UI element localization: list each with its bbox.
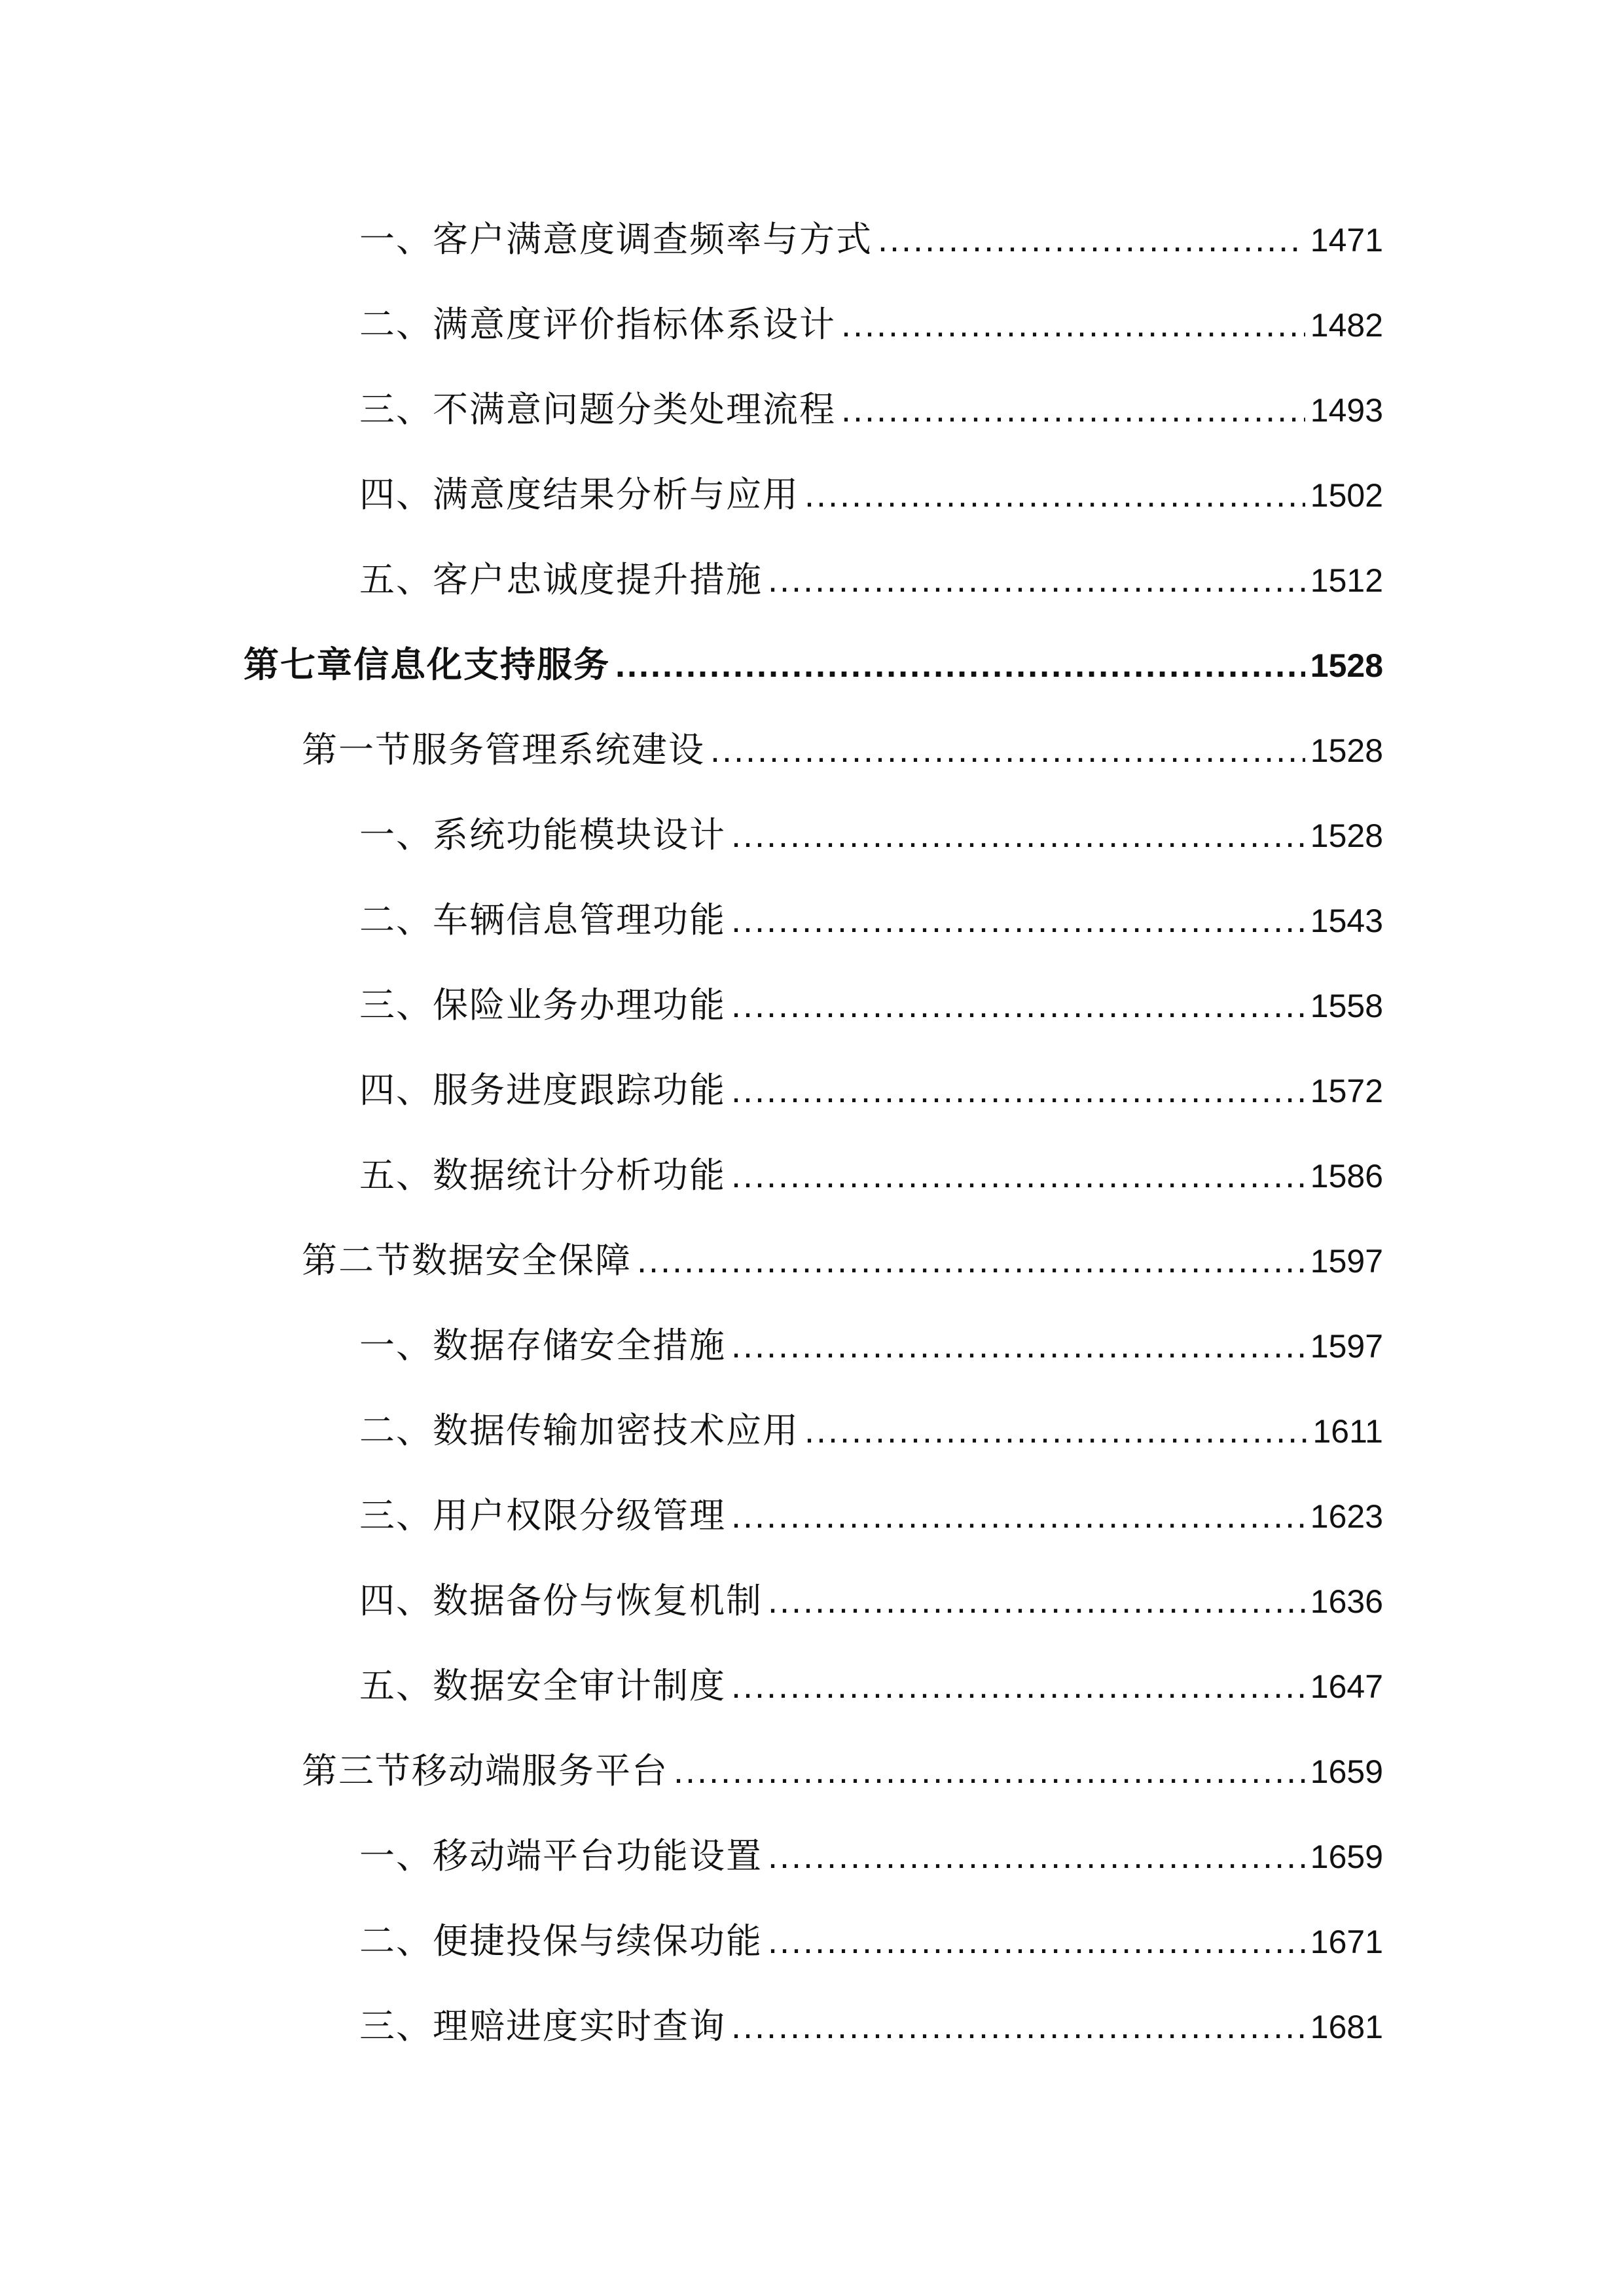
- toc-section-entry[interactable]: [302, 721, 1383, 780]
- toc-entry[interactable]: [359, 1401, 1383, 1460]
- toc-entry-page: 1671: [1310, 1924, 1383, 1960]
- dot-leader: [878, 210, 1305, 269]
- toc-entry-page: 1482: [1310, 307, 1383, 344]
- toc-entry-page: 1623: [1310, 1498, 1383, 1535]
- toc-entry-page: 1558: [1310, 988, 1383, 1024]
- toc-entry-page: 1681: [1310, 2009, 1383, 2045]
- dot-leader: [731, 1146, 1305, 1205]
- toc-entry[interactable]: [359, 550, 1383, 609]
- toc-entry-title: 五、客户忠诚度提升措施: [359, 559, 763, 600]
- dot-leader: [731, 1316, 1305, 1375]
- toc-entry-title: 第二节数据安全保障: [302, 1240, 632, 1281]
- toc-entry[interactable]: [359, 380, 1383, 439]
- toc-entry-page: 1502: [1310, 477, 1383, 514]
- toc-entry-page: 1528: [1310, 817, 1383, 854]
- toc-entry-page: 1528: [1310, 647, 1383, 684]
- dot-leader: [731, 806, 1305, 865]
- toc-section-entry[interactable]: [302, 1742, 1383, 1801]
- toc-entry[interactable]: [359, 1146, 1383, 1205]
- toc-entry[interactable]: [359, 1571, 1383, 1630]
- toc-entry[interactable]: [359, 295, 1383, 354]
- toc-entry-title: 一、客户满意度调查频率与方式: [359, 219, 873, 260]
- toc-entry[interactable]: [359, 1827, 1383, 1886]
- dot-leader: [731, 1486, 1305, 1545]
- toc-entry-title: 三、不满意问题分类处理流程: [359, 389, 836, 430]
- toc-entry-page: 1543: [1310, 903, 1383, 939]
- dot-leader: [804, 1401, 1307, 1460]
- toc-entry-title: 三、保险业务办理功能: [359, 984, 726, 1026]
- dot-leader: [637, 1231, 1305, 1290]
- toc-entry-title: 三、理赔进度实时查询: [359, 2005, 726, 2047]
- dot-leader: [731, 1061, 1305, 1120]
- toc-entry-title: 二、车辆信息管理功能: [359, 899, 726, 941]
- toc-entry-title: 四、满意度结果分析与应用: [359, 474, 799, 515]
- toc-entry-title: 一、数据存储安全措施: [359, 1325, 726, 1366]
- dot-leader: [731, 1657, 1305, 1715]
- toc-entry-title: 一、系统功能模块设计: [359, 814, 726, 855]
- toc-entry-page: 1493: [1310, 392, 1383, 429]
- dot-leader: [841, 295, 1305, 354]
- toc-chapter-entry[interactable]: [244, 636, 1383, 694]
- toc-entry-page: 1636: [1310, 1583, 1383, 1620]
- toc-entry[interactable]: [359, 1486, 1383, 1545]
- toc-entry[interactable]: [359, 891, 1383, 950]
- toc-entry[interactable]: [359, 465, 1383, 524]
- toc-entry-title: 三、用户权限分级管理: [359, 1495, 726, 1536]
- toc-entry-page: 1597: [1310, 1243, 1383, 1280]
- toc-entry-page: 1659: [1310, 1753, 1383, 1790]
- dot-leader: [841, 380, 1305, 439]
- toc-entry-page: 1471: [1310, 222, 1383, 259]
- toc-entry-title: 四、数据备份与恢复机制: [359, 1580, 763, 1621]
- toc-entry-title: 二、便捷投保与续保功能: [359, 1920, 763, 1962]
- dot-leader: [731, 976, 1305, 1035]
- toc-section-entry[interactable]: [302, 1231, 1383, 1290]
- toc-entry-page: 1512: [1310, 562, 1383, 599]
- toc-entry[interactable]: [359, 1912, 1383, 1971]
- toc-entry[interactable]: [359, 1657, 1383, 1715]
- toc-entry-page: 1611: [1312, 1413, 1383, 1450]
- dot-leader: [710, 721, 1305, 780]
- toc-entry-title: 五、数据安全审计制度: [359, 1665, 726, 1706]
- toc-entry-title: 一、移动端平台功能设置: [359, 1835, 763, 1876]
- toc-entry-title: 二、数据传输加密技术应用: [359, 1410, 799, 1451]
- dot-leader: [674, 1742, 1305, 1801]
- toc-entry[interactable]: [359, 1061, 1383, 1120]
- dot-leader: [768, 550, 1305, 609]
- dot-leader: [731, 1997, 1305, 2056]
- dot-leader: [768, 1571, 1305, 1630]
- toc-entry-title: 第一节服务管理系统建设: [302, 729, 705, 770]
- toc-entry-title: 五、数据统计分析功能: [359, 1155, 726, 1196]
- dot-leader: [804, 465, 1305, 524]
- toc-entry-title: 二、满意度评价指标体系设计: [359, 304, 836, 345]
- dot-leader: [615, 636, 1305, 694]
- toc-entry-title: 四、服务进度跟踪功能: [359, 1069, 726, 1111]
- toc-entry-page: 1572: [1310, 1073, 1383, 1109]
- dot-leader: [731, 891, 1305, 950]
- dot-leader: [768, 1912, 1305, 1971]
- toc-entry-page: 1597: [1310, 1328, 1383, 1365]
- toc-entry-page: 1647: [1310, 1668, 1383, 1705]
- toc-entry[interactable]: [359, 976, 1383, 1035]
- toc-entry-title: 第七章信息化支持服务: [244, 644, 610, 685]
- toc-entry[interactable]: [359, 1316, 1383, 1375]
- dot-leader: [768, 1827, 1305, 1886]
- toc-entry-page: 1586: [1310, 1158, 1383, 1194]
- toc-entry[interactable]: [359, 210, 1383, 269]
- toc-entry-page: 1528: [1310, 732, 1383, 769]
- toc-entry-page: 1659: [1310, 1839, 1383, 1875]
- toc-entry[interactable]: [359, 806, 1383, 865]
- toc-entry[interactable]: [359, 1997, 1383, 2056]
- toc-entry-title: 第三节移动端服务平台: [302, 1750, 668, 1791]
